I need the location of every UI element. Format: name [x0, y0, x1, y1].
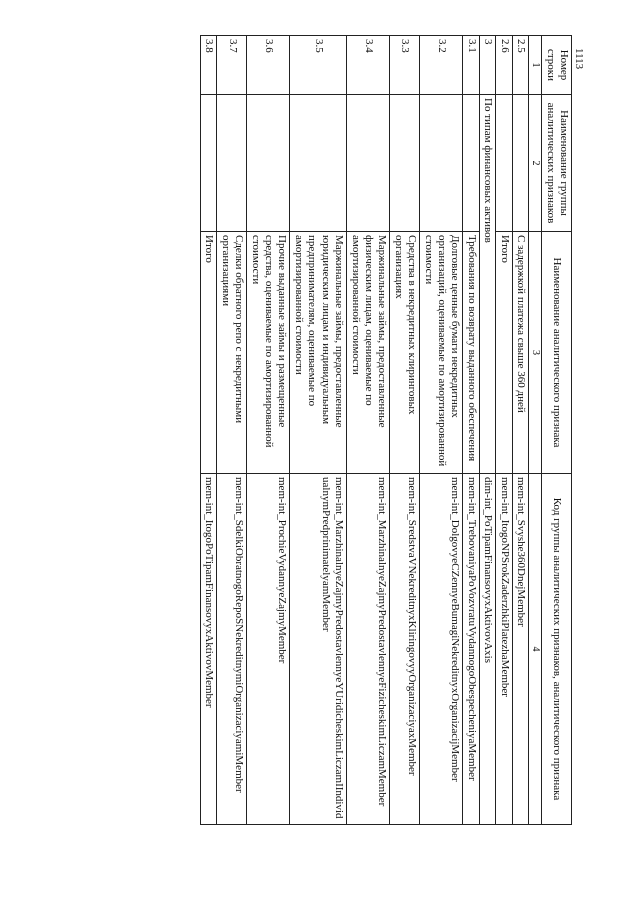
code-cell: mem-int_ItogoNPSrokZaderzhkiPlatezhaMember	[496, 474, 512, 825]
group-name-cell	[512, 95, 528, 232]
column-number: 3	[529, 232, 542, 474]
code-cell: mem-int_DolgovyeCZennyeBumagiNekreditnyxOrganizacijMember	[420, 474, 463, 825]
group-name-cell	[347, 95, 390, 232]
table-row	[390, 36, 420, 825]
row-number-cell: 2.5	[512, 36, 528, 95]
table-row	[217, 36, 247, 825]
table-row	[347, 36, 390, 825]
group-name-cell	[390, 95, 420, 232]
row-number-cell: 3.8	[201, 36, 217, 95]
code-cell: mem-int_ItogoPoTipamFinansovyxAktivovMember	[201, 474, 217, 825]
column-number-row	[529, 36, 542, 825]
header-code: Код группы аналитических признаков, аналитического признака	[542, 474, 572, 825]
group-name-cell	[420, 95, 463, 232]
table-row	[247, 36, 290, 825]
page-number: 1113	[573, 48, 585, 70]
feature-name-cell: Маржинальные займы, предоставленные физическим лицам, оцениваемые по амортизированной стоимости	[347, 232, 390, 474]
code-cell: dim-int_PoTipamFinansovyxAktivovAxis	[479, 474, 495, 825]
feature-name-cell: Требования по возврату выданного обеспечения	[463, 232, 479, 474]
feature-name-cell: С задержкой платежа свыше 360 дней	[512, 232, 528, 474]
code-cell: mem-int_MarzhinalnyeZajmyPredostavlennyeYUridicheskimLiczamIIndividualnymPredprinimatelyamMember	[290, 474, 347, 825]
table-row	[420, 36, 463, 825]
analytics-table	[200, 35, 572, 825]
group-name-cell	[217, 95, 247, 232]
table-row	[479, 36, 495, 825]
feature-name-cell: Прочие выданные займы и размещенные средства, оцениваемые по амортизированной стоимости	[247, 232, 290, 474]
header-feature-name: Наименование аналитического признака	[542, 232, 572, 474]
row-number-cell: 3.4	[347, 36, 390, 95]
rotated-page	[54, 35, 572, 825]
row-number-cell: 2.6	[496, 36, 512, 95]
header-group-name: Наименование группы аналитических признаков	[542, 95, 572, 232]
column-number: 2	[529, 95, 542, 232]
feature-name-cell: Долговые ценные бумаги некредитных организаций, оцениваемые по амортизированной стоимости	[420, 232, 463, 474]
table-row	[201, 36, 217, 825]
header-row	[542, 36, 572, 825]
group-name-cell	[290, 95, 347, 232]
code-cell: mem-int_MarzhinalnyeZajmyPredostavlennyeFizicheskimLiczamMember	[347, 474, 390, 825]
row-number-cell: 3.7	[217, 36, 247, 95]
code-cell: mem-int_SdelkiObratnogoRepoSNekreditnymiOrganizaciyamiMember	[217, 474, 247, 825]
code-cell: mem-int_ProchieVydannyeZajmyMember	[247, 474, 290, 825]
group-name-cell	[247, 95, 290, 232]
table-body	[201, 36, 529, 825]
table-row	[290, 36, 347, 825]
column-number: 1	[529, 36, 542, 95]
feature-name-cell: Средства в некредитных клиринговых организациях	[390, 232, 420, 474]
feature-name-cell: Маржинальные займы, предоставленные юридическим лицам и индивидуальным предпринимателям, оцениваемые по амортизированной стоимости	[290, 232, 347, 474]
row-number-cell: 3	[479, 36, 495, 95]
code-cell: mem-int_SredstvaVNekreditnyxKliringovyyOrganizaciyaxMember	[390, 474, 420, 825]
feature-name-cell: Сделки обратного репо с некредитными организациями	[217, 232, 247, 474]
header-row-number: Номер строки	[542, 36, 572, 95]
group-name-cell	[463, 95, 479, 232]
group-name-cell	[496, 95, 512, 232]
table-row	[496, 36, 512, 825]
feature-name-cell: Итого	[201, 232, 217, 474]
row-number-cell: 3.5	[290, 36, 347, 95]
table-row	[512, 36, 528, 825]
table-row	[463, 36, 479, 825]
code-cell: mem-int_TrebovaniyaPoVozvratuVydannogoObespecheniyaMember	[463, 474, 479, 825]
code-cell: mem-int_Svyshe360DnejMember	[512, 474, 528, 825]
group-name-cell	[201, 95, 217, 232]
row-number-cell: 3.6	[247, 36, 290, 95]
group-name-cell: По типам финансовых активов	[479, 95, 495, 474]
feature-name-cell: Итого	[496, 232, 512, 474]
row-number-cell: 3.1	[463, 36, 479, 95]
row-number-cell: 3.2	[420, 36, 463, 95]
row-number-cell: 3.3	[390, 36, 420, 95]
column-number: 4	[529, 474, 542, 825]
